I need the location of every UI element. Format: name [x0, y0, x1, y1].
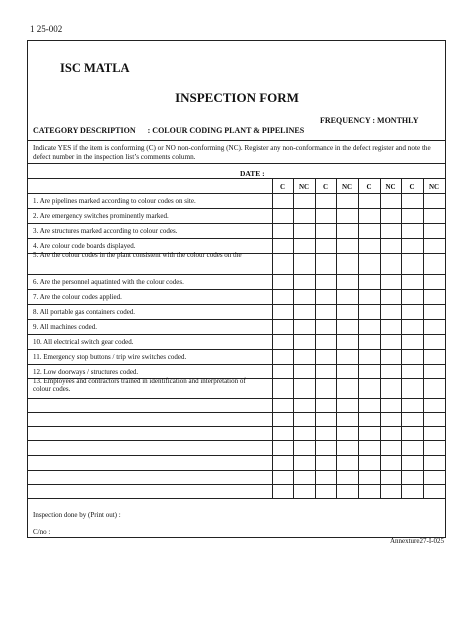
checklist-item: 5. Are the colour codes in the plant consistent with the colour codes on the: [33, 251, 242, 259]
checklist-item: 4. Are colour code boards displayed.: [33, 242, 136, 250]
column-header-c: C: [366, 183, 372, 191]
grid-row-line: [27, 319, 445, 320]
checklist-item: 12. Low doorways / structures coded.: [33, 368, 139, 376]
grid-row-line: [27, 470, 445, 471]
grid-row-line: [27, 364, 445, 365]
header-divider: [27, 140, 445, 141]
checklist-item: 7. Are the colour codes applied.: [33, 293, 122, 301]
grid-row-line: [27, 412, 445, 413]
grid-row-line: [27, 498, 445, 499]
grid-row-line: [27, 238, 445, 239]
frequency-label: FREQUENCY : MONTHLY: [320, 116, 419, 125]
checklist-item: 1. Are pipelines marked according to colour codes on site.: [33, 197, 196, 205]
grid-row-line: [27, 398, 445, 399]
grid-row-line: [27, 208, 445, 209]
category-label: CATEGORY DESCRIPTION: [33, 126, 136, 135]
category-description: [33, 126, 304, 135]
instructions-text: Indicate YES if the item is conforming (C) or NO non-conforming (NC). Register any non-conformance in the defect register and note the defect number in the inspection list’s comments column.: [33, 144, 431, 161]
column-header-nc: NC: [341, 183, 353, 191]
grid-column-line: [315, 178, 316, 498]
grid-row-line: [27, 163, 445, 164]
grid-row-line: [27, 334, 445, 335]
checklist-item: 13. Employees and contractors trained in identification and interpretation of colour codes.: [33, 377, 246, 393]
column-header-c: C: [322, 183, 329, 191]
organization-name: ISC MATLA: [60, 61, 130, 75]
checklist-item: 3. Are structures marked according to colour codes.: [33, 227, 178, 235]
grid-column-line: [380, 178, 381, 498]
annexure-reference: Annexture27-I-025: [389, 537, 444, 545]
checklist-item: 9. All machines coded.: [33, 323, 97, 331]
grid-column-line: [401, 178, 402, 498]
grid-row-line: [27, 274, 445, 275]
grid-row-line: [27, 178, 445, 179]
cno-label: C/no :: [33, 528, 51, 536]
date-label: DATE :: [240, 169, 265, 178]
grid-row-line: [27, 304, 445, 305]
grid-row-line: [27, 426, 445, 427]
form-title: INSPECTION FORM: [175, 90, 299, 105]
checklist-item: 6. Are the personnel aquatinted with the colour codes.: [33, 278, 184, 286]
checklist-item: 8. All portable gas containers coded.: [33, 308, 136, 316]
category-value: : COLOUR CODING PLANT & PIPELINES: [147, 126, 305, 135]
column-header-nc: NC: [298, 183, 310, 191]
grid-column-line: [358, 178, 359, 498]
grid-row-line: [27, 484, 445, 485]
column-header-c: C: [409, 183, 415, 191]
grid-column-line: [293, 178, 294, 498]
checklist-item: 10. All electrical switch gear coded.: [33, 338, 134, 346]
grid-row-line: [27, 440, 445, 441]
checklist-item: 11. Emergency stop buttons / trip wire switches coded.: [33, 353, 187, 361]
grid-column-line: [272, 178, 273, 498]
grid-row-line: [27, 289, 445, 290]
grid-column-line: [423, 178, 424, 498]
grid-row-line: [27, 223, 445, 224]
grid-row-line: [27, 455, 445, 456]
grid-row-line: [27, 349, 445, 350]
grid-column-line: [336, 178, 337, 498]
document-code: 1 25-002: [30, 24, 63, 34]
grid-row-line: [27, 193, 445, 194]
column-header-c: C: [279, 183, 286, 191]
column-header-nc: NC: [385, 183, 396, 191]
checklist-item: 2. Are emergency switches prominently marked.: [33, 212, 169, 220]
column-header-nc: NC: [428, 183, 440, 191]
inspected-by-label: Inspection done by (Print out) :: [33, 511, 121, 519]
